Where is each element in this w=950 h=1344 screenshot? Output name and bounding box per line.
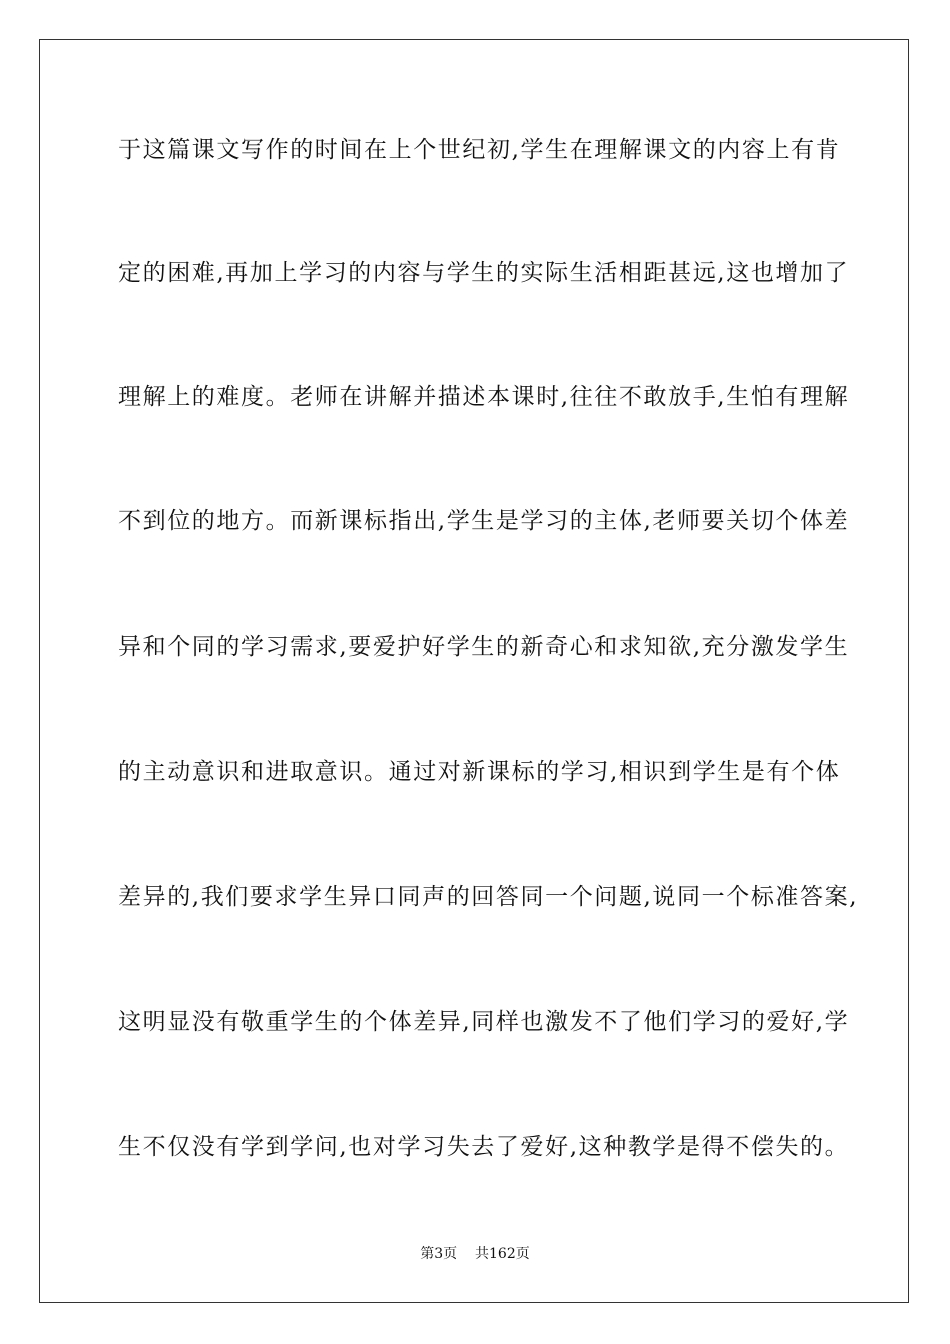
page-border (39, 39, 909, 1303)
body-text-line-1: 于这篇课文写作的时间在上个世纪初,学生在理解课文的内容上有肯 (118, 137, 841, 163)
page-number-footer (0, 1245, 950, 1263)
body-text-line-6: 的主动意识和进取意识。通过对新课标的学习,相识到学生是有个体 (118, 759, 841, 785)
body-text-line-8: 这明显没有敬重学生的个体差异,同样也激发不了他们学习的爱好,学 (118, 1009, 850, 1035)
body-text-line-2: 定的困难,再加上学习的内容与学生的实际生活相距甚远,这也增加了 (118, 260, 850, 286)
body-text-line-7: 差异的,我们要求学生异口同声的回答同一个问题,说同一个标准答案, (118, 884, 859, 910)
current-page-label: 第3页 (420, 1246, 458, 1262)
body-text-line-4: 不到位的地方。而新课标指出,学生是学习的主体,老师要关切个体差 (118, 508, 850, 534)
body-text-line-9: 生不仅没有学到学问,也对学习失去了爱好,这种教学是得不偿失的。 (118, 1134, 850, 1160)
body-text-line-5: 异和个同的学习需求,要爱护好学生的新奇心和求知欲,充分激发学生 (118, 634, 850, 660)
total-pages-label: 共162页 (475, 1246, 530, 1262)
body-text-line-3: 理解上的难度。老师在讲解并描述本课时,往往不敢放手,生怕有理解 (118, 384, 850, 410)
